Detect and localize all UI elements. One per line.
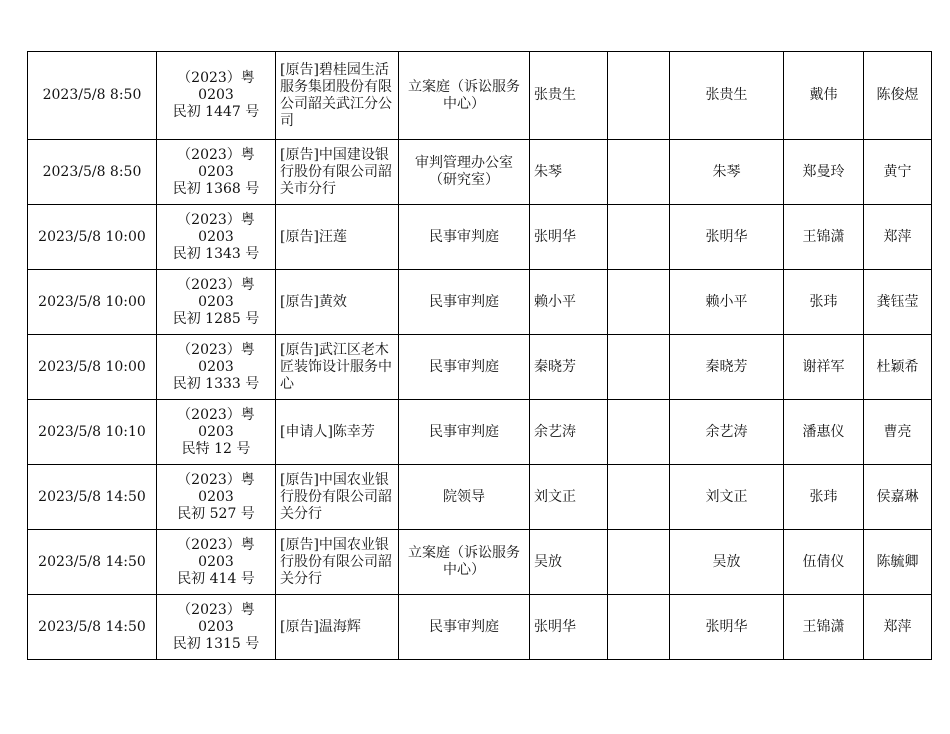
table-row <box>28 595 932 660</box>
judge-cell: 秦晓芳 <box>530 335 608 400</box>
clerk-cell: 王锦潇 <box>784 205 864 270</box>
hearing-time-cell: 2023/5/8 14:50 <box>28 595 157 660</box>
judge-cell: 张明华 <box>530 205 608 270</box>
party-cell: [原告]温海辉 <box>276 595 399 660</box>
party-cell: [原告]汪莲 <box>276 205 399 270</box>
case-number-cell <box>157 400 276 465</box>
presiding-judge-cell: 赖小平 <box>670 270 784 335</box>
department-cell: 民事审判庭 <box>399 205 530 270</box>
case-number-line1: （2023）粤 0203 <box>177 211 255 245</box>
case-number-line2: 民初 1315 号 <box>172 635 260 652</box>
recorder-cell: 郑萍 <box>864 205 932 270</box>
hearing-time-cell: 2023/5/8 14:50 <box>28 465 157 530</box>
recorder-cell: 陈俊煜 <box>864 52 932 140</box>
case-number-cell <box>157 465 276 530</box>
department-cell: 民事审判庭 <box>399 595 530 660</box>
presiding-judge-cell: 张明华 <box>670 205 784 270</box>
recorder-cell: 侯嘉琳 <box>864 465 932 530</box>
case-number-line2: 民初 1333 号 <box>172 375 260 392</box>
hearing-time-cell: 2023/5/8 10:10 <box>28 400 157 465</box>
recorder-cell: 龚钰莹 <box>864 270 932 335</box>
empty-cell <box>608 205 670 270</box>
empty-cell <box>608 335 670 400</box>
empty-cell <box>608 595 670 660</box>
clerk-cell: 王锦潇 <box>784 595 864 660</box>
case-number-cell <box>157 52 276 140</box>
case-number-line1: （2023）粤 0203 <box>177 536 255 570</box>
table-row <box>28 400 932 465</box>
hearing-time-cell: 2023/5/8 8:50 <box>28 140 157 205</box>
case-number-line2: 民初 527 号 <box>177 505 255 522</box>
judge-cell: 朱琴 <box>530 140 608 205</box>
party-cell: [原告]碧桂园生活服务集团股份有限公司韶关武江分公司 <box>276 52 399 140</box>
table-row <box>28 335 932 400</box>
judge-cell: 张贵生 <box>530 52 608 140</box>
presiding-judge-cell: 吴放 <box>670 530 784 595</box>
case-number-line2: 民初 414 号 <box>177 570 255 587</box>
judge-cell: 余艺涛 <box>530 400 608 465</box>
empty-cell <box>608 400 670 465</box>
recorder-cell: 黄宁 <box>864 140 932 205</box>
case-number-line1: （2023）粤 0203 <box>177 471 255 505</box>
clerk-cell: 戴伟 <box>784 52 864 140</box>
party-cell: [原告]中国建设银行股份有限公司韶关市分行 <box>276 140 399 205</box>
recorder-cell: 杜颖希 <box>864 335 932 400</box>
hearing-time-cell: 2023/5/8 14:50 <box>28 530 157 595</box>
empty-cell <box>608 465 670 530</box>
table-row <box>28 140 932 205</box>
case-number-line1: （2023）粤 0203 <box>177 146 255 180</box>
department-cell: 立案庭（诉讼服务中心） <box>399 530 530 595</box>
empty-cell <box>608 140 670 205</box>
hearing-time-cell: 2023/5/8 10:00 <box>28 205 157 270</box>
case-number-line2: 民初 1285 号 <box>172 310 260 327</box>
table-row <box>28 270 932 335</box>
presiding-judge-cell: 刘文正 <box>670 465 784 530</box>
presiding-judge-cell: 余艺涛 <box>670 400 784 465</box>
case-number-line2: 民初 1447 号 <box>172 104 260 120</box>
case-number-cell <box>157 335 276 400</box>
department-cell: 审判管理办公室（研究室） <box>399 140 530 205</box>
party-cell: [原告]中国农业银行股份有限公司韶关分行 <box>276 530 399 595</box>
case-number-line1: （2023）粤 0203 <box>177 70 255 103</box>
department-cell: 民事审判庭 <box>399 270 530 335</box>
empty-cell <box>608 530 670 595</box>
judge-cell: 刘文正 <box>530 465 608 530</box>
table-row <box>28 52 932 140</box>
clerk-cell: 谢祥军 <box>784 335 864 400</box>
table-row <box>28 465 932 530</box>
department-cell: 民事审判庭 <box>399 335 530 400</box>
table-row <box>28 530 932 595</box>
presiding-judge-cell: 朱琴 <box>670 140 784 205</box>
clerk-cell: 伍倩仪 <box>784 530 864 595</box>
presiding-judge-cell: 张明华 <box>670 595 784 660</box>
recorder-cell: 陈毓卿 <box>864 530 932 595</box>
case-number-cell <box>157 205 276 270</box>
party-cell: [申请人]陈幸芳 <box>276 400 399 465</box>
hearing-time-cell: 2023/5/8 10:00 <box>28 270 157 335</box>
case-number-line1: （2023）粤 0203 <box>177 601 255 635</box>
case-number-cell <box>157 140 276 205</box>
judge-cell: 吴放 <box>530 530 608 595</box>
table-row <box>28 205 932 270</box>
presiding-judge-cell: 秦晓芳 <box>670 335 784 400</box>
empty-cell <box>608 52 670 140</box>
clerk-cell: 郑曼玲 <box>784 140 864 205</box>
presiding-judge-cell: 张贵生 <box>670 52 784 140</box>
judge-cell: 赖小平 <box>530 270 608 335</box>
department-cell: 民事审判庭 <box>399 400 530 465</box>
clerk-cell: 张玮 <box>784 270 864 335</box>
party-cell: [原告]中国农业银行股份有限公司韶关分行 <box>276 465 399 530</box>
department-cell: 院领导 <box>399 465 530 530</box>
clerk-cell: 张玮 <box>784 465 864 530</box>
hearing-time-cell: 2023/5/8 10:00 <box>28 335 157 400</box>
clerk-cell: 潘惠仪 <box>784 400 864 465</box>
case-number-cell <box>157 530 276 595</box>
recorder-cell: 曹亮 <box>864 400 932 465</box>
case-number-line1: （2023）粤 0203 <box>177 276 255 310</box>
hearing-schedule-table <box>27 51 932 660</box>
hearing-time-cell: 2023/5/8 8:50 <box>28 52 157 140</box>
case-number-cell <box>157 595 276 660</box>
case-number-line2: 民初 1368 号 <box>172 180 260 197</box>
empty-cell <box>608 270 670 335</box>
judge-cell: 张明华 <box>530 595 608 660</box>
recorder-cell: 郑萍 <box>864 595 932 660</box>
party-cell: [原告]黄效 <box>276 270 399 335</box>
case-number-line2: 民初 1343 号 <box>172 245 260 262</box>
department-cell: 立案庭（诉讼服务中心） <box>399 52 530 140</box>
party-cell: [原告]武江区老木匠装饰设计服务中心 <box>276 335 399 400</box>
case-number-line1: （2023）粤 0203 <box>177 341 255 375</box>
case-number-line2: 民特 12 号 <box>181 440 251 457</box>
table-body <box>28 52 932 660</box>
case-number-line1: （2023）粤 0203 <box>177 406 255 440</box>
case-number-cell <box>157 270 276 335</box>
